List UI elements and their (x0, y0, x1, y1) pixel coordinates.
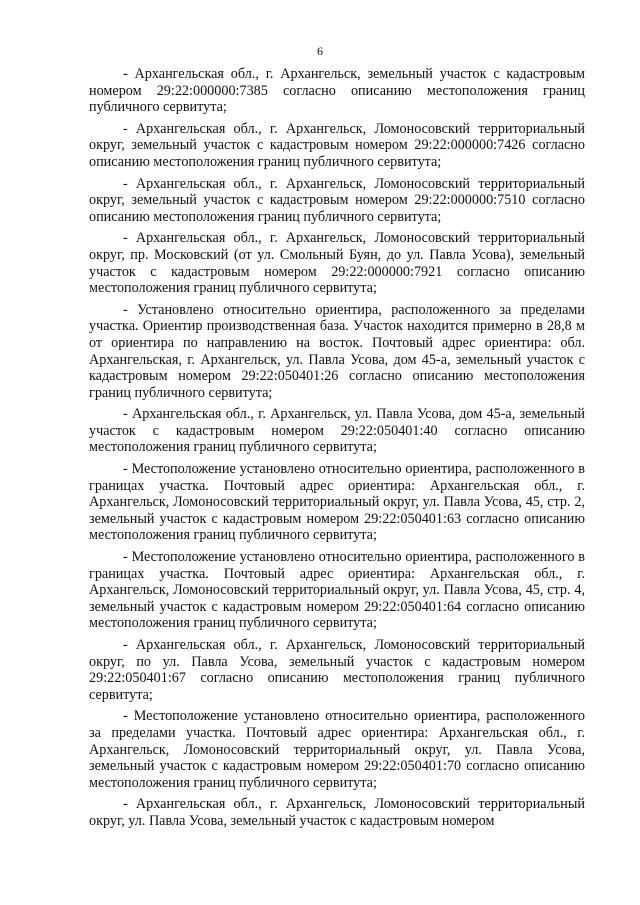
paragraph-parcel-7385: - Архангельская обл., г. Архангельск, земельный участок с кадастровым номером 29:22:000000:7385 согласно описанию местоположения границ публичного сервитута; (89, 66, 585, 116)
paragraph-parcel-63: - Местоположение установлено относительно ориентира, расположенного в границах участка. Почтовый адрес ориентира: Архангельская обл., г. Архангельск, Ломоносовский территориальный округ, ул. Павла Усова, 45, стр. 2, земельный участок с кадастровым номером 29:22:050401:63 согласно описанию местоположения границ публичного сервитута; (89, 461, 585, 544)
paragraph-parcel-70: - Местоположение установлено относительно ориентира, расположенного за пределами участка. Почтовый адрес ориентира: Архангельская обл., г. Архангельск, Ломоносовский территориальный округ, ул. Павла Усова, земельный участок с кадастровым номером 29:22:050401:70 согласно описанию местоположения границ публичного сервитута; (89, 708, 585, 791)
paragraph-parcel-7921: - Архангельская обл., г. Архангельск, Ломоносовский территориальный округ, пр. Московский (от ул. Смольный Буян, до ул. Павла Усова), земельный участок с кадастровым номером 29:22:000000:7921 согласно описанию местоположения границ публичного сервитута; (89, 230, 585, 297)
paragraph-parcel-continued: - Архангельская обл., г. Архангельск, Ломоносовский территориальный округ, ул. Павла Усова, земельный участок с кадастровым номером (89, 796, 585, 829)
paragraph-parcel-26: - Установлено относительно ориентира, расположенного за пределами участка. Ориентир производственная база. Участок находится примерно в 28,8 м от ориентира по направлению на восток. Почтовый адрес ориентира: обл. Архангельская, г. Архангельск, ул. Павла Усова, дом 45-а, земельный участок с кадастровым номером 29:22:050401:26 согласно описанию местоположения границ публичного сервитута; (89, 301, 585, 401)
paragraph-parcel-67: - Архангельская обл., г. Архангельск, Ломоносовский территориальный округ, по ул. Павла Усова, земельный участок с кадастровым номером 29:22:050401:67 согласно описанию местоположения границ публичного сервитута; (89, 637, 585, 703)
page-number: 6 (317, 44, 323, 58)
paragraph-parcel-7510: - Архангельская обл., г. Архангельск, Ломоносовский территориальный округ, земельный участок с кадастровым номером 29:22:000000:7510 согласно описанию местоположения границ публичного сервитута; (89, 175, 585, 225)
paragraph-parcel-7426: - Архангельская обл., г. Архангельск, Ломоносовский территориальный округ, земельный участок с кадастровым номером 29:22:000000:7426 согласно описанию местоположения границ публичного сервитута; (89, 120, 585, 170)
paragraph-parcel-64: - Местоположение установлено относительно ориентира, расположенного в границах участка. Почтовый адрес ориентира: Архангельская обл., г. Архангельск, Ломоносовский территориальный округ, ул. Павла Усова, 45, стр. 4, земельный участок с кадастровым номером 29:22:050401:64 согласно описанию местоположения границ публичного сервитута; (89, 549, 585, 632)
document-body (89, 66, 585, 835)
paragraph-parcel-40: - Архангельская обл., г. Архангельск, ул. Павла Усова, дом 45-а, земельный участок с кадастровым номером 29:22:050401:40 согласно описанию местоположения границ публичного сервитута; (89, 406, 585, 456)
